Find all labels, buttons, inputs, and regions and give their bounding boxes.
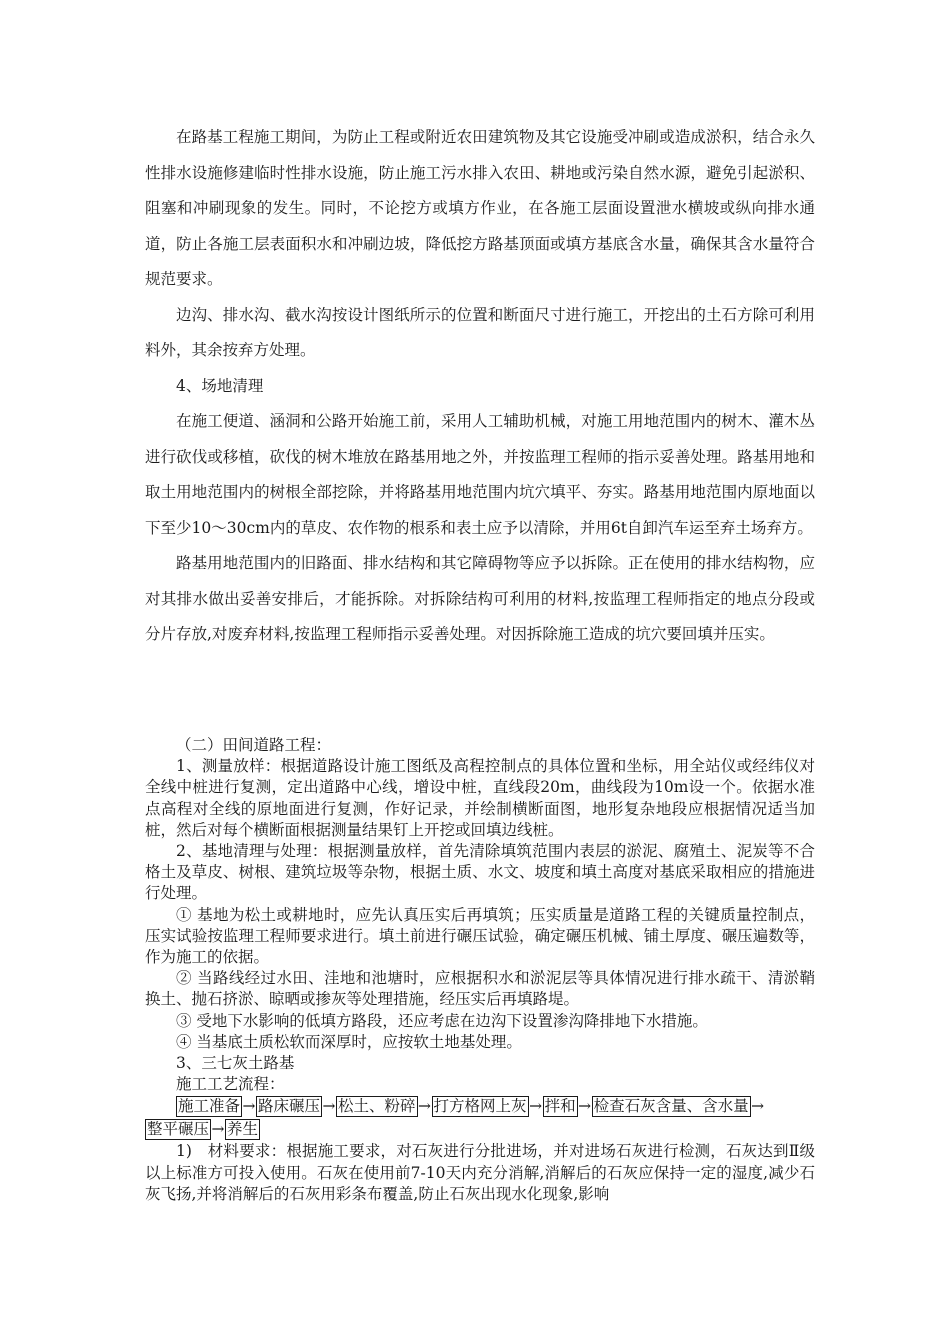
flow-label: 施工工艺流程： [176,1075,285,1094]
item-2: ② 当路线经过水田、洼地和池塘时，应根据积水和淤泥层等具体情况进行排水疏干、清淤鞘换土、抛石挤淤、晾晒或掺灰等处理措施，经压实后再填路堤。 [145,969,815,1009]
flow-step: 路床碾压 [258,1097,321,1116]
arrow-icon: → [322,1097,336,1116]
arrow-icon: → [211,1120,225,1139]
lower-section [145,735,815,1205]
heading-field-road: （二）田间道路工程： [176,736,332,754]
arrow-icon: → [242,1097,256,1116]
arrow-icon: → [418,1097,432,1116]
flow-step: 养生 [227,1120,259,1139]
item-1: ① 基地为松土或耕地时，应先认真压实后再填筑；压实质量是道路工程的关键质量控制点，压实试验按监理工程师要求进行。填土前进行碾压试验，确定碾压机械、铺土厚度、碾压遍数等，作为施工的依据。 [145,905,815,967]
paragraph-clearing: 在施工便道、涵洞和公路开始施工前，采用人工辅助机械，对施工用地范围内的树木、灌木丛进行砍伐或移植，砍伐的树木堆放在路基用地之外，并按监理工程师的指示妥善处理。路基用地和取土用地范围内的树根全部挖除，并将路基用地范围内坑穴填平、夯实。路基用地范围内原地面以下至少10～30cm内的草皮、农作物的根系和表土应予以清除，并用6t自卸汽车运至弃土场弃方。 [145,412,815,537]
flow-step: 拌和 [544,1097,576,1116]
flow-step: 检查石灰含量、含水量 [593,1097,749,1116]
arrow-icon: → [578,1097,592,1116]
flow-step: 整平碾压 [147,1120,210,1139]
flow-row-1 [145,1095,815,1118]
paragraph-survey: 1、测量放样：根据道路设计施工图纸及高程控制点的具体位置和坐标，用全站仪或经纬仪对全线中桩进行复测，定出道路中心线，增设中桩，直线段20m，曲线段为10m设一个。依据水准点高程对全线的原地面进行复测，作好记录，并绘制横断面图，地形复杂地段应根据情况适当加桩，然后对每个横断面根据测量结果钉上开挖或回填边线桩。 [145,757,815,839]
paragraph-material-requirements: 1) 材料要求：根据施工要求，对石灰进行分批进场，并对进场石灰进行检测，石灰达到Ⅱ级以上标准方可投入使用。石灰在使用前7-10天内充分消解,消解后的石灰应保持一定的湿度,减少石灰飞扬,并将消解后的石灰用彩条布覆盖,防止石灰出现水化现象,影响 [145,1142,815,1203]
heading-lime-soil: 3、三七灰土路基 [176,1054,295,1073]
flow-step: 施工准备 [178,1097,241,1116]
upper-section [145,120,815,653]
heading-site-clearing: 4、场地清理 [176,376,264,395]
process-flow [145,1095,815,1141]
flow-step: 松土、粉碎 [338,1097,416,1116]
item-4: ④ 当基底土质松软而深厚时，应按软土地基处理。 [176,1032,522,1051]
flow-row-2 [145,1118,815,1141]
arrow-icon: → [751,1097,765,1116]
paragraph-demolition: 路基用地范围内的旧路面、排水结构和其它障碍物等应予以拆除。正在使用的排水结构物，应对其排水做出妥善安排后，才能拆除。对拆除结构可利用的材料,按监理工程师指定的地点分段或分片存放,对废弃材料,按监理工程师指示妥善处理。对因拆除施工造成的坑穴要回填并压实。 [145,554,815,643]
paragraph-drainage: 在路基工程施工期间，为防止工程或附近农田建筑物及其它设施受冲刷或造成淤积，结合永久性排水设施修建临时性排水设施，防止施工污水排入农田、耕地或污染自然水源，避免引起淤积、阻塞和冲刷现象的发生。同时，不论挖方或填方作业，在各施工层面设置泄水横坡或纵向排水通道，防止各施工层表面积水和冲刷边坡，降低挖方路基顶面或填方基底含水量，确保其含水量符合规范要求。 [145,128,815,288]
paragraph-base-clearing: 2、基地清理与处理：根据测量放样，首先清除填筑范围内表层的淤泥、腐殖土、泥炭等不合格土及草皮、树根、建筑垃圾等杂物，根据土质、水文、坡度和填土高度对基底采取相应的措施进行处理。 [145,842,815,903]
arrow-icon: → [529,1097,543,1116]
paragraph-ditches: 边沟、排水沟、截水沟按设计图纸所示的位置和断面尺寸进行施工，开挖出的土石方除可利用料外，其余按弃方处理。 [145,305,815,359]
item-3: ③ 受地下水影响的低填方路段，还应考虑在边沟下设置渗沟降排地下水措施。 [176,1011,708,1030]
flow-step: 打方格网上灰 [433,1097,527,1116]
